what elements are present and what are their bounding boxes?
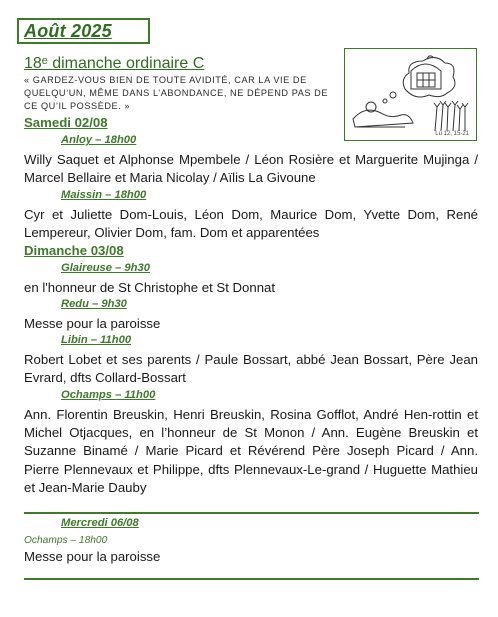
month-header-box xyxy=(17,18,150,44)
mass-place-time: Redu – 9h30 xyxy=(61,298,127,310)
rich-man-barns-illustration xyxy=(344,48,477,141)
mass-intentions: Ann. Florentin Breuskin, Henri Breuskin, Rosina Gofflot, André Hen-rottin et Michel Otjacques, en l’honneur de St Monon / Ann. Eugène Breuskin et Suzanne Binamé / Marie Picard et Révérend Père Joseph Picard / Ann. Pierre Plennevaux et Philippe, dfts Plennevaux-Le-grand / Huguette Mathieu et Jean-Marie Dauby xyxy=(24,407,478,495)
liturgical-sunday-title: 18ᵉ dimanche ordinaire C xyxy=(24,55,205,72)
day-saturday: Samedi 02/08 xyxy=(24,115,108,130)
mass-place-time: Glaireuse – 9h30 xyxy=(61,262,150,274)
mass-intentions: en l'honneur de St Christophe et St Donnat xyxy=(24,280,276,295)
section-divider xyxy=(24,512,479,514)
illustration-drawing-icon xyxy=(345,49,475,139)
illustration-reference: Lu 12, 15-21 xyxy=(435,131,469,137)
mass-intentions: Messe pour la paroisse xyxy=(24,549,161,564)
mass-place-time: Maissin – 18h00 xyxy=(61,189,147,201)
section-divider xyxy=(24,578,479,580)
mass-intentions: Willy Saquet et Alphonse Mpembele / Léon Rosière et Marguerite Mujinga / Marcel Bellaire et Maria Nicolay / Aïlis La Givoune xyxy=(24,152,478,186)
gospel-quote: « GARDEZ-VOUS BIEN DE TOUTE AVIDITÉ, CAR LA VIE DE QUELQU’UN, MÊME DANS L’ABONDANCE, NE DÉPEND PAS DE CE QU’IL POSSÈDE. » xyxy=(24,75,329,111)
month-title: Août 2025 xyxy=(24,21,112,41)
day-sunday: Dimanche 03/08 xyxy=(24,243,124,258)
mass-place-time: Ochamps – 11h00 xyxy=(61,389,156,401)
mass-place-time: Anloy – 18h00 xyxy=(61,134,137,146)
mass-place-time: Libin – 11h00 xyxy=(61,334,132,346)
day-wednesday: Mercredi 06/08 xyxy=(61,517,139,529)
mass-place-time: Ochamps – 18h00 xyxy=(24,535,108,546)
mass-intentions: Robert Lobet et ses parents / Paule Bossart, abbé Jean Bossart, Père Jean Evrard, dfts Collard-Bossart xyxy=(24,352,478,386)
mass-intentions: Cyr et Juliette Dom-Louis, Léon Dom, Maurice Dom, Yvette Dom, René Lempereur, Olivier Dom, fam. Dom et apparentées xyxy=(24,207,478,241)
mass-intentions: Messe pour la paroisse xyxy=(24,316,161,331)
